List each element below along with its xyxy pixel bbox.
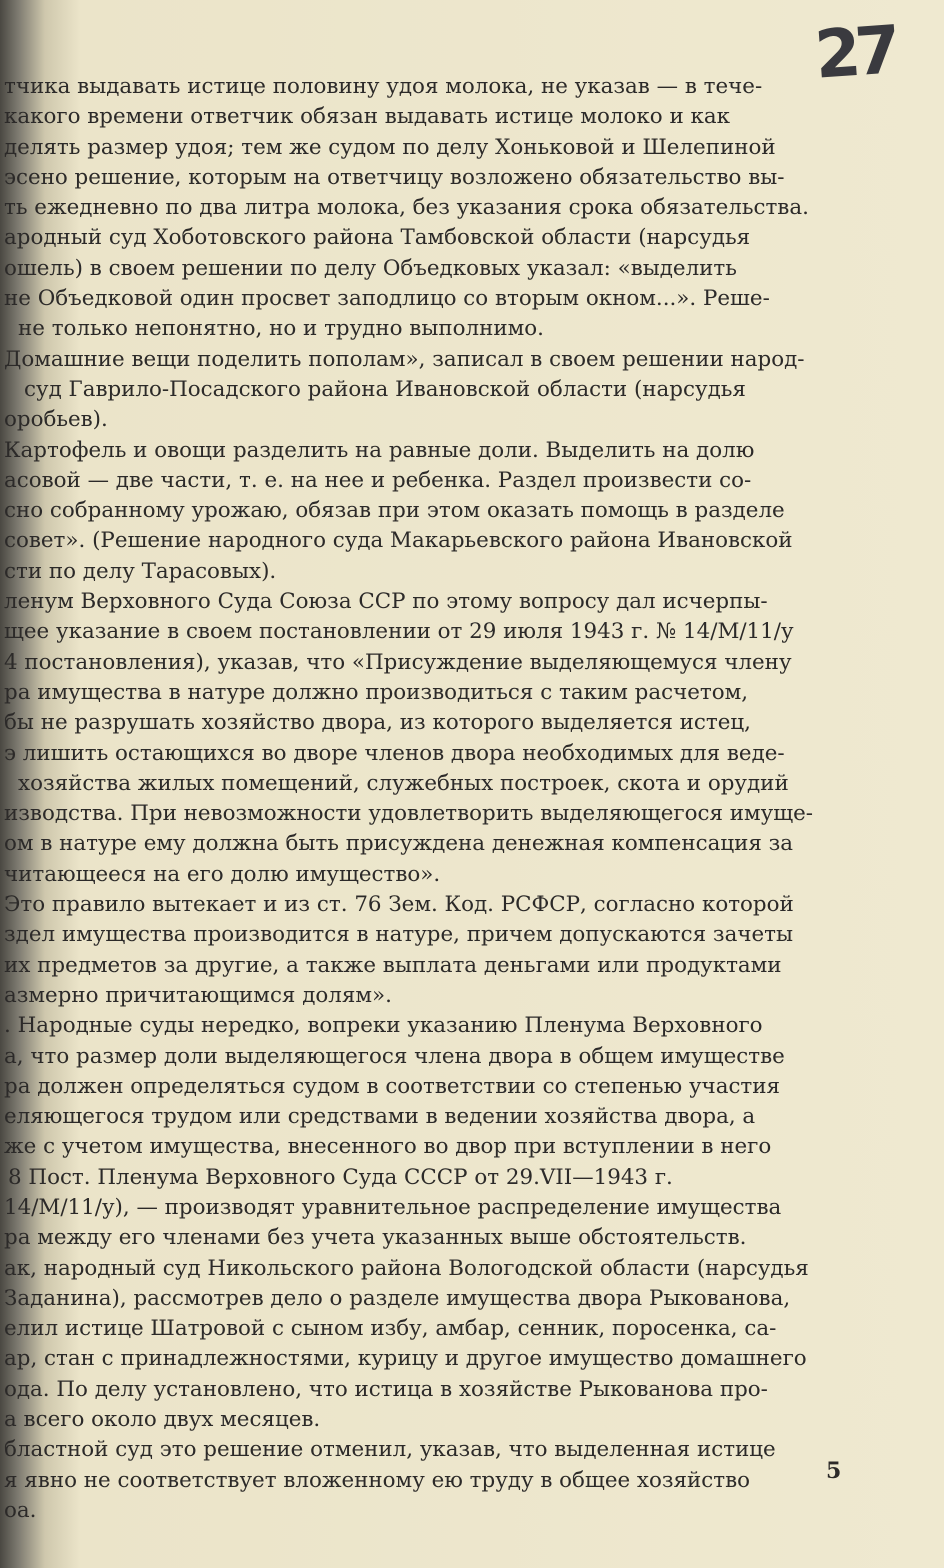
text-line: здел имущества производится в натуре, причем допускаются зачеты xyxy=(4,922,793,948)
text-line: ода. По делу установлено, что истица в хозяйстве Рыкованова про- xyxy=(4,1376,768,1402)
text-line: асовой — две части, т. е. на нее и ребенка. Раздел произвести со- xyxy=(4,467,752,493)
text-line: а, что размер доли выделяющегося члена двора в общем имуществе xyxy=(4,1043,785,1069)
page-number: 5 xyxy=(826,1458,842,1484)
text-line: Заданина), рассмотрев дело о разделе имущества двора Рыкованова, xyxy=(4,1285,791,1311)
text-line: ародный суд Хоботовского района Тамбовской области (нарсудья xyxy=(4,225,751,251)
text-line: азмерно причитающимся долям». xyxy=(4,982,392,1008)
text-line: оа. xyxy=(4,1497,37,1523)
text-line: . Народные суды нередко, вопреки указанию Пленума Верховного xyxy=(4,1013,763,1039)
text-line: бластной суд это решение отменил, указав, что выделенная истице xyxy=(4,1437,776,1463)
text-line: сно собранному урожаю, обязав при этом оказать помощь в разделе xyxy=(4,498,785,524)
text-line: их предметов за другие, а также выплата деньгами или продуктами xyxy=(4,952,782,978)
text-line: ом в натуре ему должна быть присуждена денежная компенсация за xyxy=(4,831,794,857)
text-line: Это правило вытекает и из ст. 76 Зем. Код. РСФСР, согласно которой xyxy=(4,892,794,918)
text-line: суд Гаврило-Посадского района Ивановской области (нарсудья xyxy=(24,376,746,402)
document-body xyxy=(0,72,868,1526)
text-line: ак, народный суд Никольского района Вологодской области (нарсудья xyxy=(4,1255,809,1281)
text-line: ра должен определяться судом в соответствии со степенью участия xyxy=(4,1073,781,1099)
text-line: хозяйства жилых помещений, служебных построек, скота и орудий xyxy=(18,770,789,796)
text-line: делять размер удоя; тем же судом по делу Хоньковой и Шелепиной xyxy=(4,134,776,160)
text-line: я явно не соответствует вложенному ею труду в общее хозяйство xyxy=(4,1467,751,1493)
text-line: не Объедковой один просвет заподлицо со вторым окном...». Реше- xyxy=(4,286,770,312)
text-line: ар, стан с принадлежностями, курицу и другое имущество домашнего xyxy=(4,1346,807,1372)
text-line: сти по делу Тарасовых). xyxy=(4,558,277,584)
text-line: щее указание в своем постановлении от 29 июля 1943 г. № 14/М/11/у xyxy=(4,619,794,645)
text-line: еляющегося трудом или средствами в ведении хозяйства двора, а xyxy=(4,1104,756,1130)
text-line: ра имущества в натуре должно производиться с таким расчетом, xyxy=(4,679,749,705)
text-line: а всего около двух месяцев. xyxy=(4,1407,321,1433)
text-line: бы не разрушать хозяйство двора, из которого выделяется истец, xyxy=(4,710,751,736)
text-line: э лишить остающихся во дворе членов двора необходимых для веде- xyxy=(4,740,785,766)
text-line: елил истице Шатровой с сыном избу, амбар, сенник, поросенка, са- xyxy=(4,1316,777,1342)
text-line: тчика выдавать истице половину удоя молока, не указав — в тече- xyxy=(4,74,763,99)
text-line: ленум Верховного Суда Союза ССР по этому вопросу дал исчерпы- xyxy=(4,589,768,615)
text-line: 4 постановления), указав, что «Присуждение выделяющемуся члену xyxy=(4,649,792,675)
text-line: ть ежедневно по два литра молока, без указания срока обязательства. xyxy=(4,195,809,221)
text-line: оробьев). xyxy=(4,407,108,433)
text-line: ра между его членами без учета указанных выше обстоятельств. xyxy=(4,1225,747,1251)
text-line: совет». (Решение народного суда Макарьевского района Ивановской xyxy=(4,528,793,554)
text-line: ошель) в своем решении по делу Объедковых указал: «выделить xyxy=(4,255,737,281)
text-line: не только непонятно, но и трудно выполнимо. xyxy=(18,316,544,342)
text-line: эсено решение, которым на ответчицу возложено обязательство вы- xyxy=(4,164,785,190)
text-line: какого времени ответчик обязан выдавать истице молоко и как xyxy=(4,104,730,130)
text-line: 8 Пост. Пленума Верховного Суда СССР от 29.VII—1943 г. xyxy=(8,1164,673,1190)
handwritten-page-number: 27 xyxy=(812,11,898,94)
text-line: читающееся на его долю имущество». xyxy=(4,861,441,887)
text-line: изводства. При невозможности удовлетворить выделяющегося имуще- xyxy=(4,801,814,827)
text-line: же с учетом имущества, внесенного во двор при вступлении в него xyxy=(4,1134,772,1160)
text-line: Картофель и овощи разделить на равные доли. Выделить на долю xyxy=(4,437,755,463)
text-line: 14/М/11/у), — производят уравнительное распределение имущества xyxy=(4,1194,782,1220)
text-line: Домашние вещи поделить пополам», записал в своем решении народ- xyxy=(4,346,805,372)
